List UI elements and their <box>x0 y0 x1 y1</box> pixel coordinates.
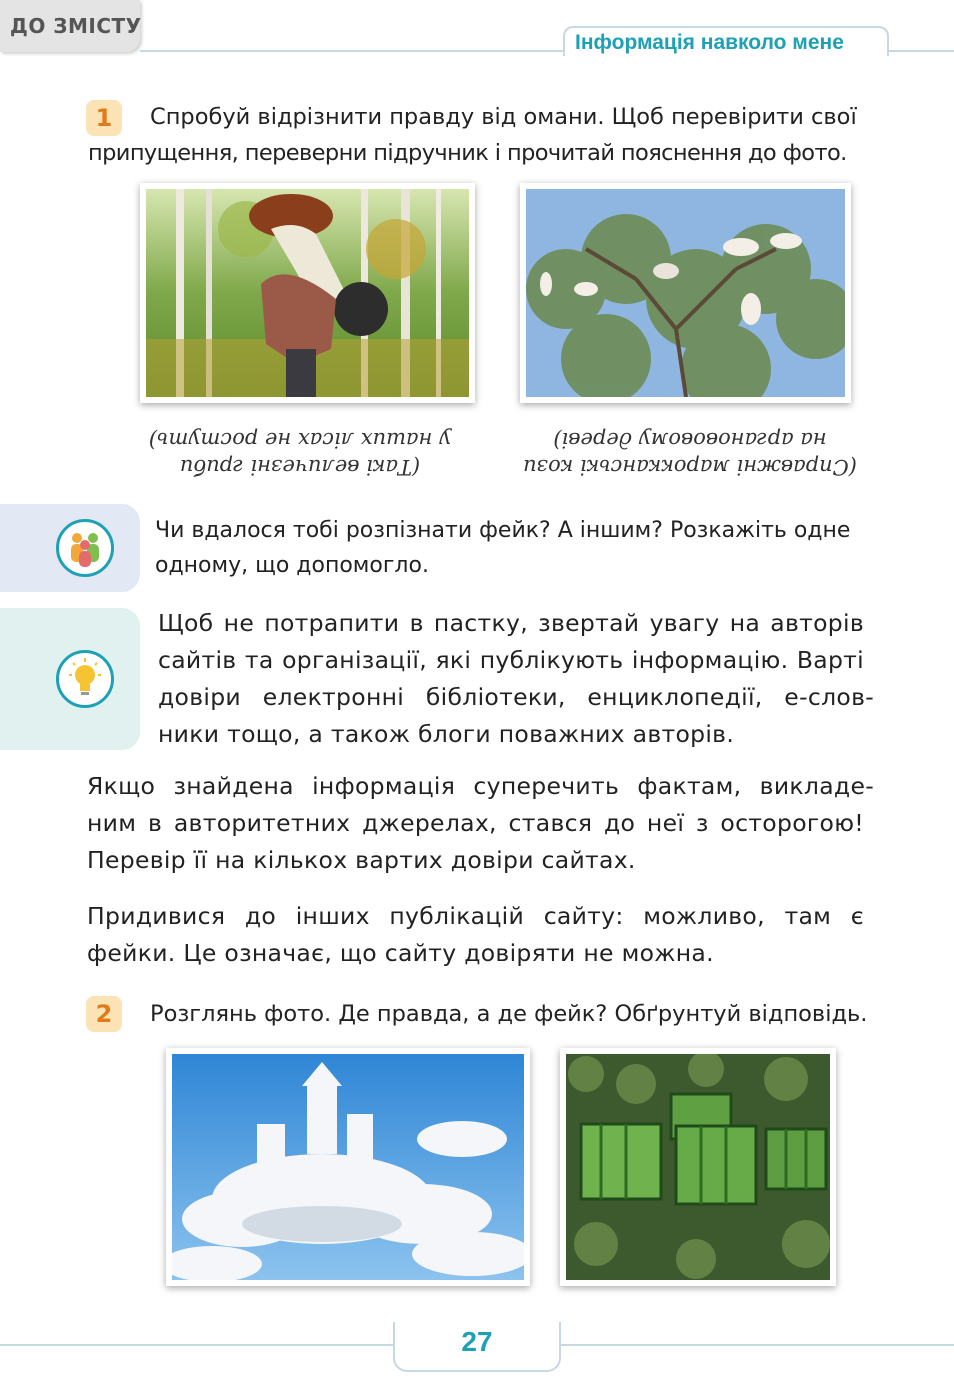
goats-caption <box>520 426 860 480</box>
people-group-icon <box>56 519 114 577</box>
goats-photo <box>520 183 851 403</box>
lightbulb-icon <box>56 650 114 708</box>
mushroom-caption-line1: (Такі величезні гриби <box>179 455 421 479</box>
page-number: 27 <box>461 1326 493 1357</box>
mushroom-photo <box>140 183 475 403</box>
tip-line2: сайтів та організації, які публікують інформацію. Варті <box>158 646 864 674</box>
paragraph2-line2: фейки. Це означає, що сайту довіряти не можна. <box>87 939 714 967</box>
mushroom-caption <box>140 426 460 480</box>
task2-text: Розглянь фото. Де правда, а де фейк? Обґрунтуй відповідь. <box>150 1001 868 1027</box>
paragraph1-line2: ним в авторитетних джерелах, стався до неї з осторогою! <box>87 809 864 837</box>
toc-link[interactable]: ДО ЗМІСТУ <box>10 14 142 38</box>
task-number-badge: 2 <box>86 996 122 1032</box>
mushroom-man-image <box>146 189 469 397</box>
paragraph2-line1: Придивися до інших публікацій сайту: можливо, там є <box>87 902 864 930</box>
section-title: Інформація навколо мене <box>575 31 844 54</box>
discussion-line1: Чи вдалося тобі розпізнати фейк? А іншим? Розкажіть одне <box>155 518 851 543</box>
footer-divider-left <box>0 1344 393 1346</box>
tip-line4: ники тощо, а також блоги поважних авторів. <box>158 720 735 748</box>
footer-divider-right <box>559 1344 954 1346</box>
tip-line3: довіри електронні бібліотеки, енциклопедії, е-слов- <box>158 683 874 711</box>
cloud-castle-image <box>172 1054 524 1280</box>
goats-caption-line1: (Справжні марокканські кози <box>523 455 857 479</box>
discussion-line2: одному, що допомогло. <box>155 553 429 578</box>
square-watermelons-image <box>566 1054 830 1280</box>
goats-caption-line2: на арганововому дереві) <box>553 428 827 452</box>
mushroom-caption-line2: у наших лісах не ростуть) <box>148 428 452 452</box>
paragraph1-line1: Якщо знайдена інформація суперечить фактам, викладе- <box>87 772 874 800</box>
square-watermelons-photo <box>560 1048 836 1286</box>
tip-line1: Щоб не потрапити в пастку, звертай увагу на авторів <box>158 609 864 637</box>
task1-text-line2: припущення, переверни підручник і прочитай пояснення до фото. <box>88 140 847 166</box>
paragraph1-line3: Перевір її на кількох вартих довіри сайтах. <box>87 846 636 874</box>
task1-text-line1: Спробуй відрізнити правду від омани. Щоб перевірити свої <box>150 104 857 130</box>
task-number-badge: 1 <box>86 100 122 136</box>
cloud-castle-photo <box>166 1048 530 1286</box>
goats-in-tree-image <box>526 189 845 397</box>
